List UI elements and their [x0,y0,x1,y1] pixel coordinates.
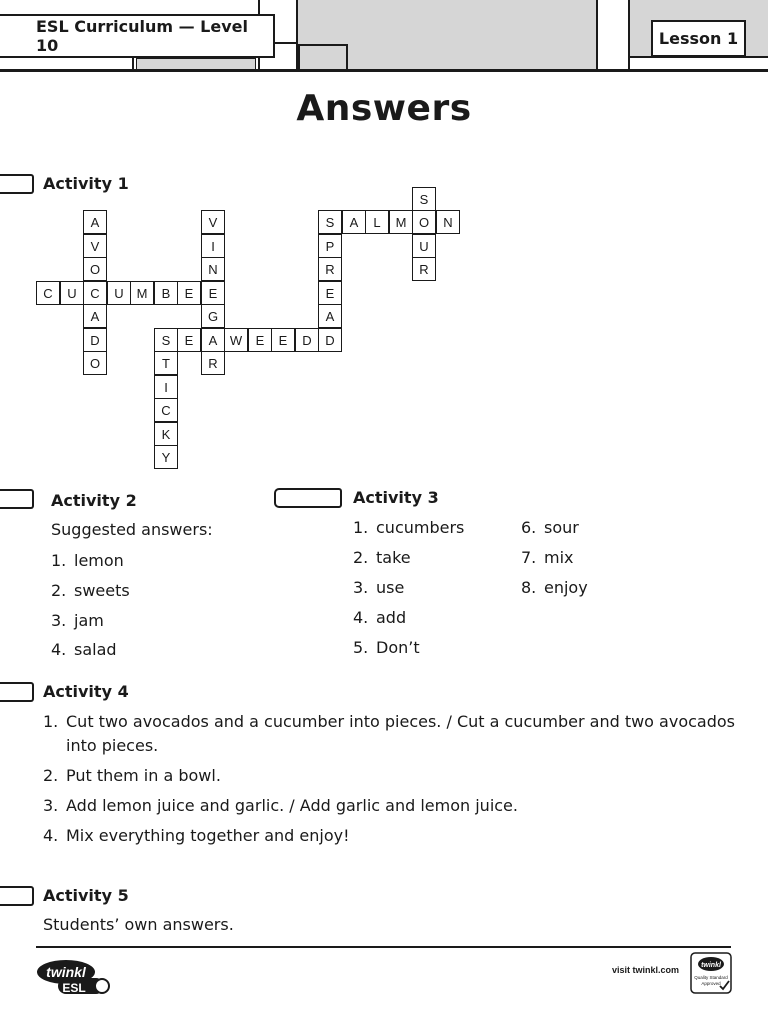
activity-4-item [43,766,221,786]
item-number: 5. [353,638,369,657]
crossword-cell: R [318,257,342,281]
crossword-cell: U [60,281,84,305]
item-number: 6. [521,518,537,537]
badge-line-2: Approved [701,981,721,986]
footer-rule [36,946,731,948]
item-text: sweets [74,581,130,600]
item-text: lemon [74,551,124,570]
item-number: 4. [51,640,67,659]
activity-3-item [521,518,579,538]
activity-4-item-continued: into pieces. [66,736,159,755]
lesson-label [651,20,746,57]
crossword-cell: V [83,234,107,258]
visit-link-text: visit twinkl.com [612,965,680,975]
activity-3-item [353,518,464,538]
crossword-cell: O [83,351,107,375]
crossword-cell: U [412,234,436,258]
item-text: take [376,548,411,567]
activity-3-item [353,578,404,598]
item-number: 8. [521,578,537,597]
crossword-cell: A [83,304,107,328]
activity-3-item [521,578,588,598]
crossword-cell: D [295,328,319,352]
crossword-cell: O [83,257,107,281]
activity-3-item [353,608,406,628]
badge-line-1: Quality Standard [694,975,728,980]
activity-3-title: Activity 3 [353,488,439,507]
item-number: 4. [353,608,369,627]
logo-sub-text: ESL [62,981,86,995]
item-number: 4. [43,826,59,845]
crossword-cell: C [36,281,60,305]
activity-3-item [353,548,411,568]
activity-4-item [43,826,350,846]
crossword-cell: T [154,351,178,375]
crossword-cell: M [389,210,413,234]
activity-2-item [51,640,117,660]
crossword-cell: A [201,328,225,352]
item-text: enjoy [544,578,588,597]
crossword-cell: E [271,328,295,352]
crossword-cell: N [201,257,225,281]
crossword-cell: L [365,210,389,234]
crossword-cell: E [318,281,342,305]
curriculum-level-text: ESL Curriculum — Level 10 [36,17,248,55]
item-text: Don’t [376,638,420,657]
activity-3-tab [274,488,342,508]
activity-4-title: Activity 4 [43,682,129,701]
crossword-cell: S [318,210,342,234]
crossword-cell: R [201,351,225,375]
item-number: 1. [353,518,369,537]
crossword-cell: G [201,304,225,328]
header-rule [0,69,768,72]
activity-2-item [51,551,124,571]
crossword-cell: E [248,328,272,352]
item-text: sour [544,518,579,537]
item-number: 1. [43,712,59,731]
item-text: use [376,578,405,597]
item-text: Put them in a bowl. [66,766,221,785]
quality-standard-badge [690,952,732,994]
item-text: mix [544,548,574,567]
item-number: 2. [43,766,59,785]
item-number: 1. [51,551,67,570]
item-number: 7. [521,548,537,567]
item-text: Cut two avocados and a cucumber into pieces. / Cut a cucumber and two avocados [66,712,735,731]
crossword-cell: S [154,328,178,352]
crossword-cell: O [412,210,436,234]
item-number: 2. [51,581,67,600]
crossword-cell: A [83,210,107,234]
crossword-cell: D [318,328,342,352]
item-number: 3. [43,796,59,815]
item-text: salad [74,640,117,659]
crossword-cell: A [342,210,366,234]
badge-title: twinkl [701,962,721,969]
activity-2-item [51,581,130,601]
activity-4-item [43,712,735,732]
crossword-cell: C [83,281,107,305]
activity-4-tab [0,682,34,702]
activity-2-intro: Suggested answers: [51,520,213,539]
crossword-cell: N [436,210,460,234]
crossword-cell: B [154,281,178,305]
activity-1-tab [0,174,34,194]
activity-4-item [43,796,518,816]
activity-2-title: Activity 2 [51,491,137,510]
crossword-cell: I [201,234,225,258]
item-text: cucumbers [376,518,465,537]
item-text: add [376,608,407,627]
item-number: 3. [353,578,369,597]
crossword-cell: U [107,281,131,305]
item-number: 2. [353,548,369,567]
crossword-cell: S [412,187,436,211]
crossword-cell: Y [154,445,178,469]
activity-2-tab [0,489,34,509]
page-title: Answers [296,88,472,129]
crossword-cell: W [224,328,248,352]
logo-text: twinkl [46,964,86,980]
crossword-cell: C [154,398,178,422]
crossword-cell: K [154,422,178,446]
crossword-cell: E [177,281,201,305]
activity-2-item [51,611,104,631]
crossword-cell: E [177,328,201,352]
crossword-cell: I [154,375,178,399]
activity-3-item [521,548,574,568]
activity-5-text: Students’ own answers. [43,915,234,934]
lesson-text: Lesson 1 [658,29,739,48]
item-number: 3. [51,611,67,630]
crossword-cell: A [318,304,342,328]
crossword-cell: R [412,257,436,281]
activity-5-title: Activity 5 [43,886,129,905]
item-text: Mix everything together and enjoy! [66,826,350,845]
crossword-cell: D [83,328,107,352]
curriculum-level-label [0,14,275,58]
crossword-cell: M [130,281,154,305]
crossword-cell: E [201,281,225,305]
activity-3-item [353,638,420,658]
crossword-cell: P [318,234,342,258]
item-text: jam [74,611,104,630]
activity-5-tab [0,886,34,906]
twinkl-esl-logo [36,958,112,996]
crossword-cell: V [201,210,225,234]
activity-1-title: Activity 1 [43,174,129,193]
item-text: Add lemon juice and garlic. / Add garlic and lemon juice. [66,796,518,815]
